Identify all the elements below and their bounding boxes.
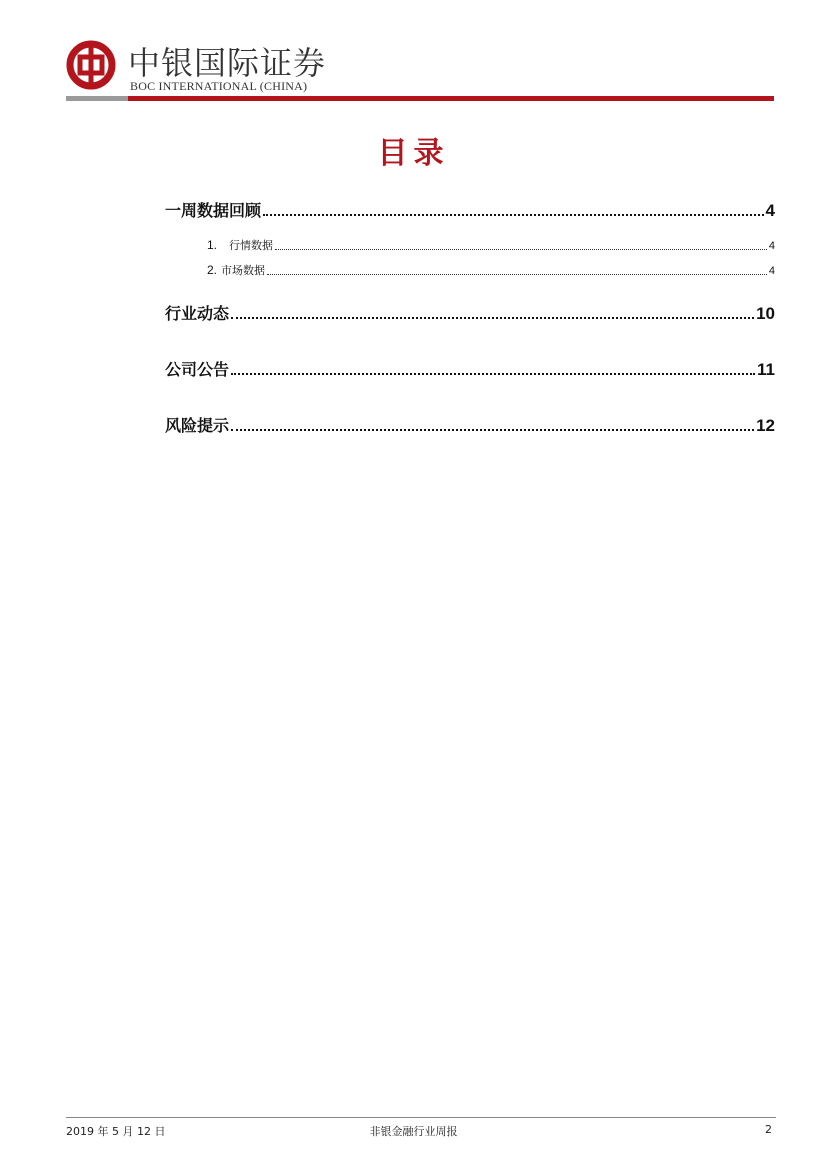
toc-title: 目录 (377, 136, 450, 171)
toc-entry-number: 1. (207, 238, 218, 252)
toc-entry-company-announcements[interactable] (165, 357, 775, 380)
toc-entry-market-data[interactable] (207, 262, 775, 278)
footer-rule (66, 1117, 776, 1118)
toc-entry-page: 4 (768, 265, 775, 277)
toc-leader-dots (231, 317, 754, 319)
toc-entry-number: 2. (207, 263, 218, 277)
toc-entry-label: 公司公告 (165, 360, 230, 379)
toc-entry-weekly-data-review[interactable] (165, 198, 775, 221)
toc-entry-page: 4 (768, 240, 775, 252)
toc-entry-page: 11 (757, 360, 775, 379)
toc-entry-label: 行业动态 (165, 304, 230, 323)
toc-leader-dots (275, 249, 767, 250)
toc-leader-dots (263, 214, 764, 216)
toc-entry-page: 10 (756, 304, 775, 323)
header-rule-red (128, 96, 774, 101)
footer-page-number: 2 (765, 1123, 772, 1136)
toc-entry-page: 4 (765, 201, 775, 220)
header-rule-grey (66, 96, 128, 101)
brand-name-en: BOC INTERNATIONAL (CHINA) (130, 79, 308, 93)
toc-entry-label: 行情数据 (229, 239, 274, 252)
toc-leader-dots (267, 274, 767, 275)
toc-entry-label: 一周数据回顾 (165, 201, 262, 220)
toc-entry-industry-news[interactable] (165, 301, 775, 324)
toc-leader-dots (231, 373, 755, 375)
toc-entry-page: 12 (756, 416, 775, 435)
brand-name-cn: 中银国际证券 (128, 44, 327, 82)
toc-entry-market-quotes[interactable] (207, 237, 775, 253)
toc-entry-label: 市场数据 (221, 264, 266, 277)
toc-entry-label: 风险提示 (165, 416, 230, 435)
footer-date: 2019 年 5 月 12 日 (66, 1125, 166, 1138)
toc-leader-dots (231, 429, 754, 431)
footer-report-name: 非银金融行业周报 (369, 1125, 458, 1138)
boc-logo-icon (66, 40, 116, 90)
toc-entry-risk-warning[interactable] (165, 413, 775, 436)
